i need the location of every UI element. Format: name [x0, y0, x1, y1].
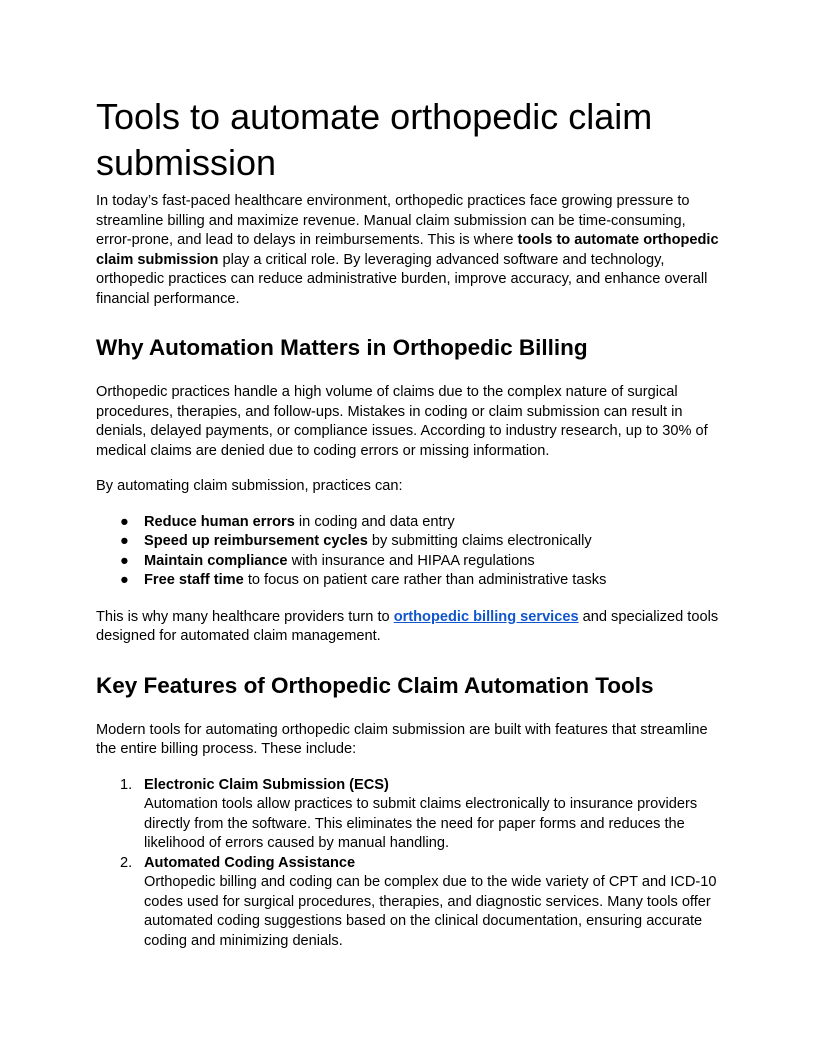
list-item-bold: Free staff time — [144, 572, 244, 588]
intro-paragraph — [96, 192, 720, 309]
feature-item — [96, 854, 720, 952]
section1-lead: By automating claim submission, practices can: — [96, 478, 403, 494]
document-page — [96, 94, 720, 951]
list-item — [96, 571, 720, 591]
feature-description: Orthopedic billing and coding can be complex due to the wide variety of CPT and ICD-10 codes used for surgical procedures, therapies, and diagnostic services. Many tools offer automated coding suggestions based on the clinical documentation, ensuring accurate coding and minimizing denials. — [144, 874, 717, 949]
list-item — [96, 513, 720, 533]
benefits-list — [96, 513, 720, 591]
services-text-2: and specialized tools designed for automated claim management. — [96, 608, 719, 644]
section1-paragraph: Orthopedic practices handle a high volume of claims due to the complex nature of surgical procedures, therapies, and follow-ups. Mistakes in coding or claim submission can result in denials, delayed payments, or compliance issues. According to industry research, up to 30% of medical claims are denied due to coding errors or missing information. — [96, 384, 708, 459]
bullet-icon: ● — [120, 552, 129, 569]
list-item-text: by submitting claims electronically — [367, 533, 592, 549]
feature-item — [96, 776, 720, 854]
bullet-icon: ● — [120, 533, 129, 549]
bullet-icon: ● — [120, 572, 129, 588]
feature-number: 1. — [120, 776, 133, 793]
page-title: Tools to automate orthopedic claim submission — [96, 96, 653, 183]
bullet-icon: ● — [120, 513, 129, 530]
feature-description: Automation tools allow practices to submit claims electronically to insurance providers directly from the software. This eliminates the need for paper forms and reduces the likelihood of errors caused by manual handling. — [144, 796, 698, 851]
list-item-bold: Speed up reimbursement cycles — [144, 533, 368, 549]
list-item-text: with insurance and HIPAA regulations — [287, 552, 535, 569]
list-item-bold: Maintain compliance — [144, 552, 288, 569]
services-text-1: This is why many healthcare providers turn to — [96, 608, 394, 625]
list-item-text: to focus on patient care rather than administrative tasks — [243, 572, 607, 588]
list-item-bold: Reduce human errors — [144, 513, 295, 530]
feature-number: 2. — [120, 854, 133, 871]
section2-paragraph: Modern tools for automating orthopedic claim submission are built with features that streamline the entire billing process. These include: — [96, 721, 708, 757]
list-item-text: in coding and data entry — [294, 513, 455, 530]
section-heading-why-automation: Why Automation Matters in Orthopedic Billing — [96, 335, 588, 360]
services-paragraph — [96, 608, 720, 647]
list-item — [96, 532, 720, 552]
section-heading-key-features: Key Features of Orthopedic Claim Automation Tools — [96, 672, 654, 698]
list-item — [96, 552, 720, 572]
feature-title: Electronic Claim Submission (ECS) — [144, 776, 389, 793]
features-list — [96, 776, 720, 952]
intro-text-2: play a critical role. By leveraging advanced software and technology, orthopedic practices can reduce administrative burden, improve accuracy, and enhance overall financial performance. — [96, 251, 708, 307]
intro-bold-keyword: tools to automate orthopedic claim submission — [96, 232, 719, 268]
orthopedic-billing-services-link[interactable]: orthopedic billing services — [393, 608, 579, 625]
intro-text-1: In today’s fast-paced healthcare environment, orthopedic practices face growing pressure to streamline billing and maximize revenue. Manual claim submission can be time-consuming, error-prone, and lead to delays in reimbursements. This is where — [96, 193, 690, 248]
feature-title: Automated Coding Assistance — [144, 854, 356, 871]
